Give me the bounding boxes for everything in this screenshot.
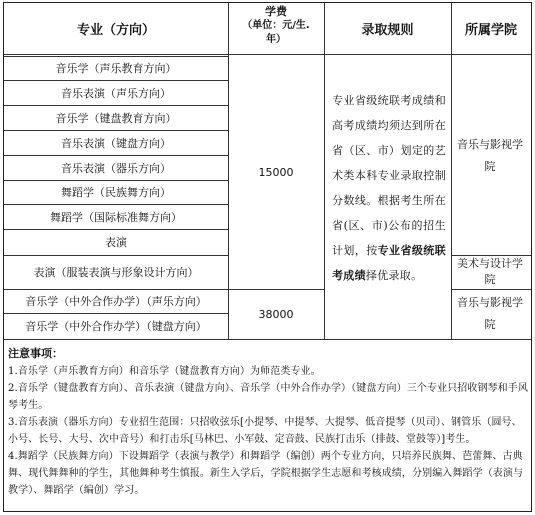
major-row: 舞蹈学（民族舞方向） xyxy=(61,186,171,199)
column-divider xyxy=(228,3,229,339)
school-art-design-text: 美术与设计学院 xyxy=(457,257,523,286)
row-divider xyxy=(4,313,228,314)
rule-text: 专业省级统联考成绩和高考成绩均须达到所在省（区、市）划定的艺术类本科专业录取控制分数线。根据考生所在省(区、市)公布的招生计划，按 xyxy=(332,94,446,257)
admission-table xyxy=(3,2,532,512)
notes-title: 注意事项： xyxy=(8,347,63,360)
school-film-music xyxy=(457,56,523,256)
major-row: 舞蹈学（国际标准舞方向） xyxy=(50,210,182,224)
school-film-music-2-text: 音乐与影视学院 xyxy=(457,296,523,331)
major-row: 音乐学（键盘教育方向） xyxy=(55,111,177,125)
row-divider xyxy=(4,130,228,131)
row-divider xyxy=(451,255,531,256)
rule-text-end: 择优录取。 xyxy=(365,269,423,282)
header-fee-unit: （单位：元/生. xyxy=(242,20,310,31)
row-divider xyxy=(4,229,228,230)
row-divider xyxy=(4,56,228,57)
header-fee xyxy=(228,5,324,54)
note-item: 3.音乐表演（器乐方向）专业招生范围：只招收弦乐[小提琴、中提琴、大提琴、低音提琴（贝司）、钢管乐（圆号、小号、长号、大号、次中音号）和打击乐[马林巴、小军鼓、定音鼓、民族打击乐（排鼓、堂鼓等）]考生。 xyxy=(8,417,522,445)
major-row: 音乐表演（声乐方向） xyxy=(61,86,171,100)
row-divider xyxy=(4,105,228,106)
header-school-text: 所属学院 xyxy=(464,23,517,38)
fee-cooperative: 38000 xyxy=(258,307,294,321)
header-rule xyxy=(324,3,451,54)
row-divider xyxy=(4,80,228,81)
header-school xyxy=(451,3,531,54)
note-item: 2.音乐学（键盘教育方向）、音乐表演（键盘方向）、音乐学（中外合作办学）（键盘方向）三个专业只招收钢琴和手风琴考生。 xyxy=(8,383,528,411)
notes-section xyxy=(8,345,528,499)
header-rule-text: 录取规则 xyxy=(361,23,414,38)
school-film-music-text: 音乐与影视学院 xyxy=(457,138,523,173)
row-divider xyxy=(4,339,531,340)
major-row: 音乐表演（器乐方向） xyxy=(61,161,171,175)
note-item: 1.音乐学（声乐教育方向）和音乐学（键盘教育方向）为师范类专业。 xyxy=(8,366,321,377)
school-art-design xyxy=(457,255,523,289)
admission-rule xyxy=(332,88,446,288)
major-row: 表演（服装表演与形象设计方向） xyxy=(33,266,199,279)
school-film-music-2 xyxy=(457,289,523,339)
major-row: 音乐学（中外合作办学）（键盘方向） xyxy=(25,320,207,333)
row-divider xyxy=(4,289,324,290)
row-divider xyxy=(4,180,228,181)
row-divider xyxy=(451,289,531,290)
header-fee-unit-2: 年） xyxy=(266,34,286,45)
major-row: 音乐学（声乐教育方向） xyxy=(55,62,177,75)
header-fee-title: 学费 xyxy=(265,5,287,18)
rule-bold-text: 专业省级统联考成绩 xyxy=(332,244,446,282)
column-divider xyxy=(451,3,452,339)
row-divider xyxy=(4,255,228,256)
major-row: 表演 xyxy=(105,236,127,249)
header-major xyxy=(4,3,228,54)
header-major-text: 专业（方向） xyxy=(76,23,155,38)
row-divider xyxy=(4,204,228,205)
major-row: 音乐学（中外合作办学）（声乐方向） xyxy=(25,295,207,308)
fee-standard: 15000 xyxy=(258,166,294,179)
note-item: 4.舞蹈学（民族舞方向）下设舞蹈学（表演与教学）和舞蹈学（编创）两个专业方向，只培养民族舞、芭蕾舞、古典舞、现代舞舞种的学生，其他舞种考生慎报。新生入学后，学院根据学生志愿和考核成绩，分别编入舞蹈学（表演与教学）、舞蹈学（编创）学习。 xyxy=(8,451,524,496)
column-divider xyxy=(324,3,325,339)
row-divider xyxy=(4,155,228,156)
major-row: 音乐表演（键盘方向） xyxy=(61,136,171,150)
